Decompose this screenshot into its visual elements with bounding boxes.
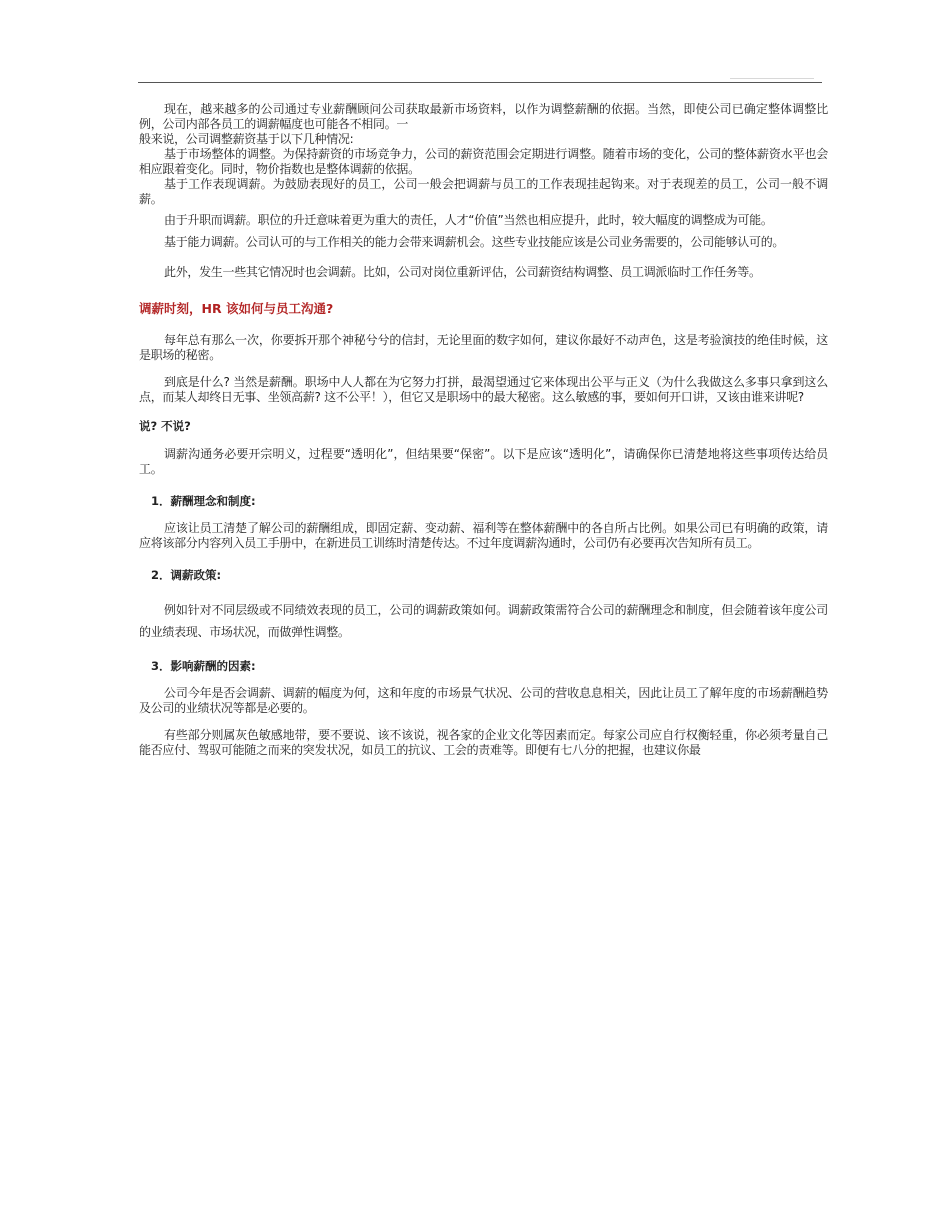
paragraph: 每年总有那么一次，你要拆开那个神秘兮兮的信封，无论里面的数字如何，建议你最好不动声色，这是考验演技的绝佳时候，这是职场的秘密。 bbox=[139, 333, 828, 362]
paragraph: 有些部分则属灰色敏感地带，要不要说、该不该说，视各家的企业文化等因素而定。每家公司应自行权衡轻重，你必须考量自己能否应付、驾驭可能随之而来的突发状况，如员工的抗议、工会的责难等。即便有七八分的把握，也建议你最 bbox=[139, 728, 828, 757]
paragraph: 基于工作表现调薪。为鼓励表现好的员工，公司一般会把调薪与员工的工作表现挂起钩来。对于表现差的员工，公司一般不调薪。 bbox=[139, 177, 828, 206]
list-item-text: 应该让员工清楚了解公司的薪酬组成，即固定薪、变动薪、福利等在整体薪酬中的各自所占比例。如果公司已有明确的政策，请应将该部分内容列入员工手册中，在新进员工训练时清楚传达。不过年度调薪沟通时，公司仍有必要再次告知所有员工。 bbox=[139, 521, 828, 550]
paragraph: 调薪沟通务必要开宗明义，过程要“透明化”，但结果要“保密”。以下是应该“透明化”，请确保你已清楚地将这些事项传达给员工。 bbox=[139, 447, 828, 476]
list-item-heading: 1．薪酬理念和制度: bbox=[151, 494, 256, 508]
section-heading: 调薪时刻，HR 该如何与员工沟通? bbox=[139, 301, 334, 316]
paragraph: 般来说，公司调整薪资基于以下几种情况: bbox=[139, 132, 354, 146]
header-mark bbox=[730, 78, 814, 79]
document-body bbox=[139, 102, 828, 758]
paragraph: 此外，发生一些其它情况时也会调薪。比如，公司对岗位重新评估，公司薪资结构调整、员工调派临时工作任务等。 bbox=[164, 265, 761, 279]
header-rule bbox=[138, 82, 822, 83]
list-item-text: 公司今年是否会调薪、调薪的幅度为何，这和年度的市场景气状况、公司的营收息息相关，因此让员工了解年度的市场薪酬趋势及公司的业绩状况等都是必要的。 bbox=[139, 686, 828, 715]
paragraph: 基于市场整体的调整。为保持薪资的市场竞争力，公司的薪资范围会定期进行调整。随着市场的变化，公司的整体薪资水平也会相应跟着变化。同时，物价指数也是整体调薪的依据。 bbox=[139, 147, 828, 176]
paragraph: 现在，越来越多的公司通过专业薪酬顾问公司获取最新市场资料，以作为调整薪酬的依据。当然，即使公司已确定整体调整比例，公司内部各员工的调薪幅度也可能各不相同。一 bbox=[139, 102, 828, 131]
list-item-heading: 3．影响薪酬的因素: bbox=[151, 659, 256, 673]
paragraph: 由于升职而调薪。职位的升迁意味着更为重大的责任，人才“价值”当然也相应提升，此时，较大幅度的调整成为可能。 bbox=[164, 213, 773, 227]
paragraph: 基于能力调薪。公司认可的与工作相关的能力会带来调薪机会。这些专业技能应该是公司业务需要的，公司能够认可的。 bbox=[164, 235, 785, 249]
list-item-text: 例如针对不同层级或不同绩效表现的员工，公司的调薪政策如何。调薪政策需符合公司的薪酬理念和制度，但会随着该年度公司的业绩表现、市场状况，而做弹性调整。 bbox=[139, 603, 828, 639]
list-item-heading: 2．调薪政策: bbox=[151, 568, 222, 582]
paragraph: 到底是什么? 当然是薪酬。职场中人人都在为它努力打拼，最渴望通过它来体现出公平与正义（为什么我做这么多事只拿到这么点，而某人却终日无事、坐领高薪? 这不公平！），但它又是职场中的最大秘密。这么敏感的事，要如何开口讲，又该由谁来讲呢? bbox=[139, 375, 828, 404]
sub-heading: 说? 不说? bbox=[139, 419, 191, 433]
